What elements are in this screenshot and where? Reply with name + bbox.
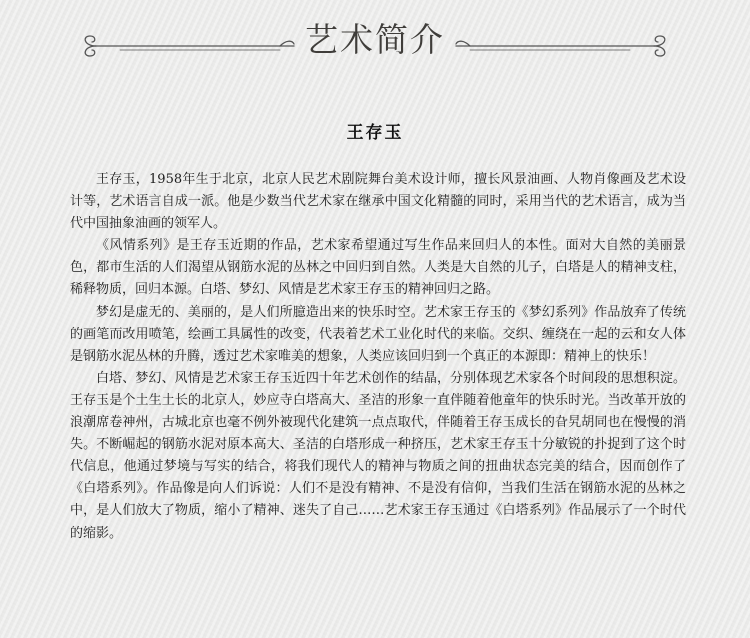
artist-biography — [70, 169, 686, 545]
bio-paragraph-4: 白塔、梦幻、风情是艺术家王存玉近四十年艺术创作的结晶，分别体现艺术家各个时间段的思想积淀。王存玉是个土生土长的北京人，妙应寺白塔高大、圣洁的形象一直伴随着他童年的快乐时光。当改革开放的浪潮席卷神州，古城北京也毫不例外被现代化建筑一点点取代，伴随着王存玉成长的旮旯胡同也在慢慢的消失。不断崛起的钢筋水泥对原本高大、圣洁的白塔形成一种挤压，艺术家王存玉十分敏锐的扑捉到了这个时代信息，他通过梦境与写实的结合，将我们现代人的精神与物质之间的扭曲状态完美的结合，因而创作了《白塔系列》。作品像是向人们诉说：人们不是没有精神、不是没有信仰，当我们生活在钢筋水泥的丛林之中，是人们放大了物质，缩小了精神、迷失了自己……艺术家王存玉通过《白塔系列》作品展示了一个时代的缩影。 — [70, 370, 686, 541]
section-title: 艺术简介 — [305, 20, 445, 59]
section-header — [0, 12, 750, 68]
bio-paragraph-1: 王存玉，1958年生于北京，北京人民艺术剧院舞台美术设计师，擅长风景油画、人物肖像画及艺术设计等，艺术语言自成一派。他是少数当代艺术家在继承中国文化精髓的同时，采用当代的艺术语言，成为当代中国抽象油画的领军人。 — [70, 172, 686, 232]
bio-paragraph-2: 《风情系列》是王存玉近期的作品，艺术家希望通过写生作品来回归人的本性。面对大自然的美丽景色，都市生活的人们渴望从钢筋水泥的丛林之中回归到自然。人类是大自然的儿子，白塔是人的精神支柱，稀释物质，回归本源。白塔、梦幻、风情是艺术家王存玉的精神回归之路。 — [70, 238, 686, 298]
bio-paragraph-3: 梦幻是虚无的、美丽的，是人们所臆造出来的快乐时空。艺术家王存玉的《梦幻系列》作品放弃了传统的画笔而改用喷笔，绘画工具属性的改变，代表着艺术工业化时代的来临。交织、缠绕在一起的云和女人体是钢筋水泥丛林的升腾，透过艺术家唯美的想象，人类应该回归到一个真正的本源即：精神上的快乐！ — [70, 304, 686, 364]
artist-name-heading: 王存玉 — [346, 123, 404, 143]
right-flourish-ornament — [450, 34, 670, 58]
